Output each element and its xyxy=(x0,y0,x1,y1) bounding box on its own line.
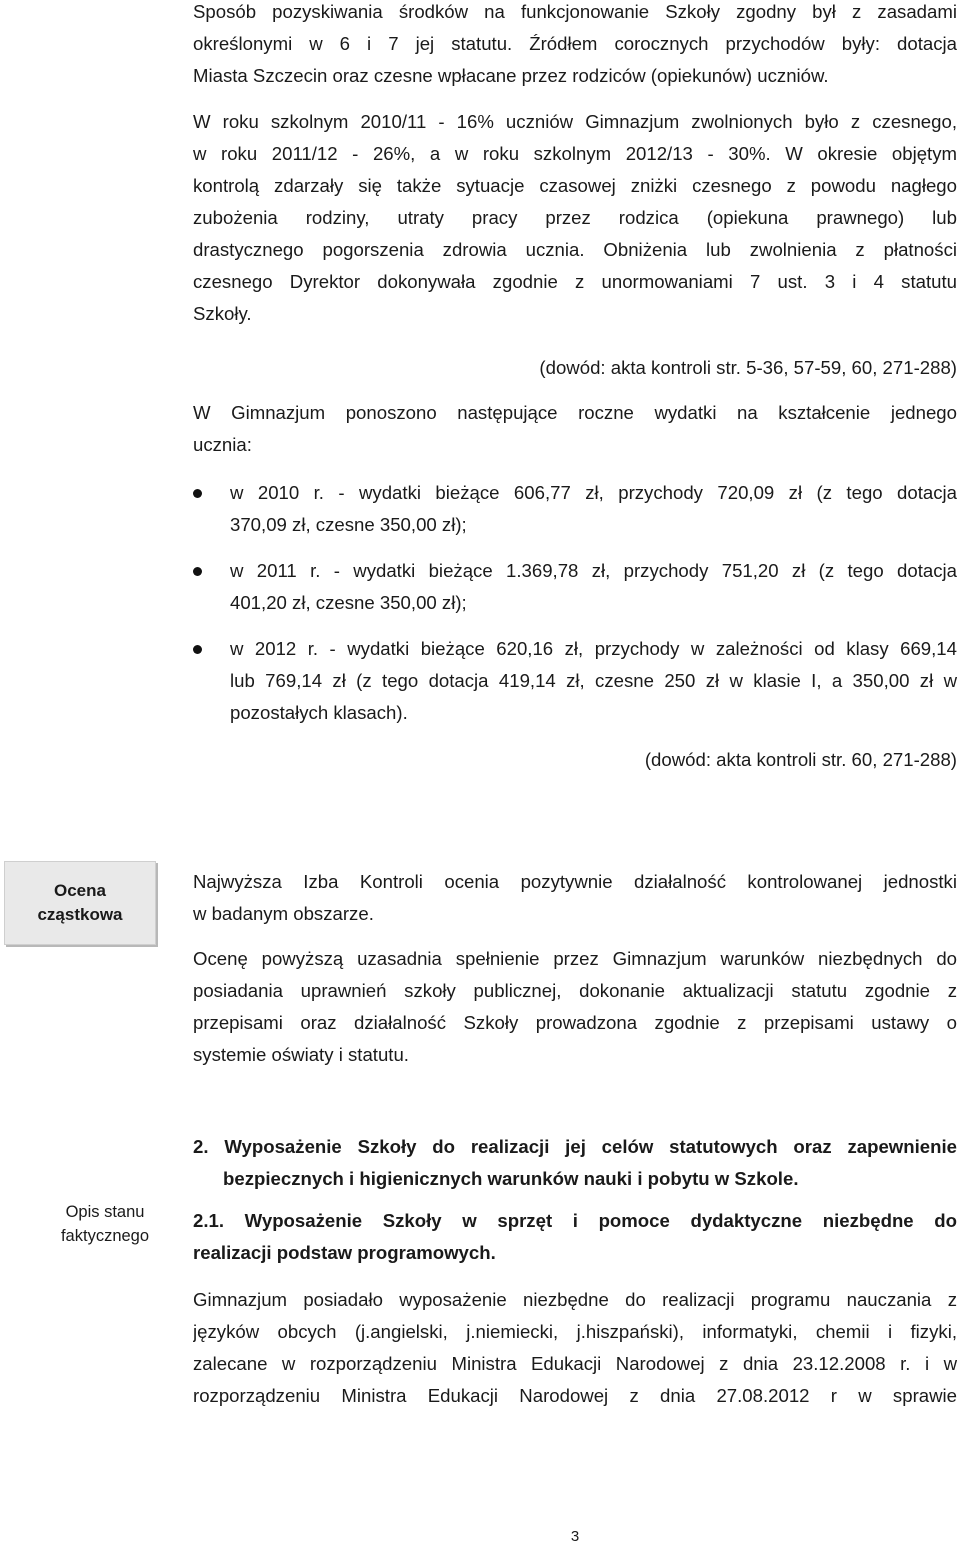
text-line: w badanym obszarze. xyxy=(193,903,374,924)
text-line: Miasta Szczecin oraz czesne wpłacane przez rodziców (opiekunów) uczniów. xyxy=(193,65,829,86)
section-label-partial-assessment: Ocena cząstkowa xyxy=(4,861,156,945)
text-line: rozporządzeniu Ministra Edukacji Narodowej z dnia 27.08.2012 r w sprawie xyxy=(193,1385,957,1406)
evidence-reference: (dowód: akta kontroli str. 60, 271-288) xyxy=(644,749,957,770)
text-line: Sposób pozyskiwania środków na funkcjonowanie Szkoły zgodny był z zasadami xyxy=(193,1,957,22)
bullet-icon xyxy=(193,645,202,654)
paragraph-assessment-justification xyxy=(193,943,957,1071)
text-line: ucznia: xyxy=(193,434,252,455)
section-label-facts: Opis stanu faktycznego xyxy=(60,1203,150,1245)
text-line: drastycznego pogorszenia zdrowia ucznia. Obniżenia lub zwolnienia z płatności xyxy=(193,239,957,260)
text-line: 2.1. Wyposażenie Szkoły w sprzęt i pomoce dydaktyczne niezbędne do xyxy=(193,1210,957,1231)
text-line: przepisami oraz działalność Szkoły prowadzona zgodnie z przepisami ustawy o xyxy=(193,1012,957,1033)
text-line: systemie oświaty i statutu. xyxy=(193,1044,409,1065)
paragraph-annual-expenses xyxy=(193,397,957,461)
text-line: W roku szkolnym 2010/11 - 16% uczniów Gimnazjum zwolnionych było z czesnego, xyxy=(193,111,957,132)
text-line: realizacji podstaw programowych. xyxy=(193,1242,496,1263)
section-heading-2 xyxy=(193,1131,957,1195)
paragraph-assessment xyxy=(193,866,957,930)
text-line: określonymi w 6 i 7 jej statutu. Źródłem corocznych przychodów były: dotacja xyxy=(193,33,957,54)
text-line: Gimnazjum posiadało wyposażenie niezbędne do realizacji programu nauczania z xyxy=(193,1289,957,1310)
text-line: języków obcych (j.angielski, j.niemiecki, j.hiszpański), informatyki, chemii i fizyki, xyxy=(193,1321,957,1342)
text-line: czesnego Dyrektor dokonywała zgodnie z unormowaniami 7 ust. 3 i 4 statutu xyxy=(193,271,957,292)
text-line: Ocenę powyższą uzasadnia spełnienie przez Gimnazjum warunków niezbędnych do xyxy=(193,948,957,969)
text-line: Najwyższa Izba Kontroli ocenia pozytywnie działalność kontrolowanej jednostki xyxy=(193,871,957,892)
page-number: 3 xyxy=(570,1528,580,1545)
text-line: zubożenia rodziny, utraty pracy przez rodzica (opiekuna prawnego) lub xyxy=(193,207,957,228)
text-line: kontrolą zdarzały się także sytuacje czasowej zniżki czesnego z powodu nagłego xyxy=(193,175,957,196)
text-line: W Gimnazjum ponoszono następujące roczne wydatki na kształcenie jednego xyxy=(193,402,957,423)
text-line: Szkoły. xyxy=(193,303,252,324)
bullet-icon xyxy=(193,567,202,576)
text-line: posiadania uprawnień szkoły publicznej, dokonanie aktualizacji statutu zgodnie z xyxy=(193,980,957,1001)
text-line: 2. Wyposażenie Szkoły do realizacji jej celów statutowych oraz zapewnienie xyxy=(193,1136,957,1157)
paragraph-tuition-exemptions xyxy=(193,106,957,330)
text-line: zalecane w rozporządzeniu Ministra Edukacji Narodowej z dnia 23.12.2008 r. i w xyxy=(193,1353,957,1374)
bullet-icon xyxy=(193,489,202,498)
paragraph-funding-sources xyxy=(193,0,957,92)
text-line: w roku 2011/12 - 26%, a w roku szkolnym 2012/13 - 30%. W okresie objętym xyxy=(193,143,957,164)
evidence-reference: (dowód: akta kontroli str. 5-36, 57-59, 60, 271-288) xyxy=(539,357,957,378)
paragraph-equipment xyxy=(193,1284,957,1412)
text-line: bezpiecznych i higienicznych warunków nauki i pobytu w Szkole. xyxy=(223,1168,799,1189)
section-heading-2-1 xyxy=(193,1205,957,1269)
